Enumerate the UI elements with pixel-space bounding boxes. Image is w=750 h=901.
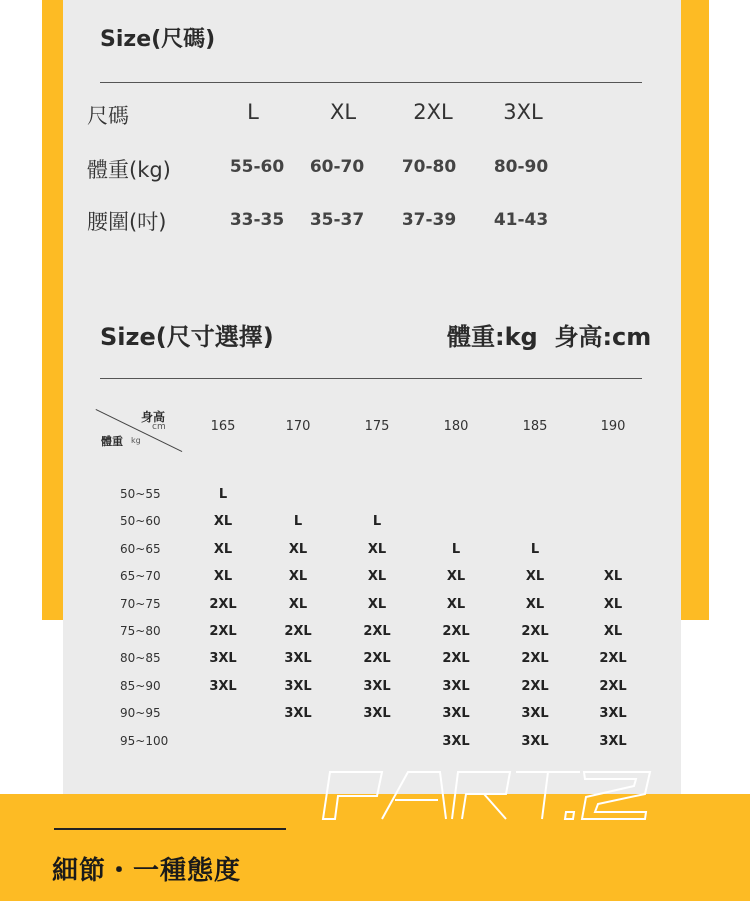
- size-cell: XL: [446, 569, 466, 584]
- size-header-xl: XL: [329, 100, 357, 124]
- waist-value: 33-35: [229, 210, 285, 230]
- size-cell: 2XL: [442, 651, 470, 666]
- size-cell: XL: [288, 569, 308, 584]
- weight-value: 80-90: [493, 157, 549, 177]
- size-cell: XL: [525, 569, 545, 584]
- size-chart-title: Size(尺寸選擇): [100, 323, 274, 351]
- size-cell: 2XL: [521, 624, 549, 639]
- size-cell: 3XL: [363, 706, 391, 721]
- weight-range-label: 95~100: [120, 734, 169, 748]
- size-cell: 3XL: [284, 679, 312, 694]
- size-cell: 2XL: [363, 651, 391, 666]
- size-header-2xl: 2XL: [413, 100, 453, 124]
- size-cell: XL: [367, 569, 387, 584]
- size-cell: 2XL: [209, 624, 237, 639]
- size-cell: XL: [603, 569, 623, 584]
- size-header-l: L: [247, 100, 259, 124]
- waist-value: 35-37: [309, 210, 365, 230]
- size-cell: 2XL: [521, 679, 549, 694]
- size-cell: L: [451, 542, 461, 557]
- height-header: 190: [600, 419, 626, 434]
- size-cell: L: [293, 514, 303, 529]
- size-cell: XL: [288, 542, 308, 557]
- size-cell: 2XL: [521, 651, 549, 666]
- size-cell: XL: [603, 597, 623, 612]
- weight-value: 60-70: [309, 157, 365, 177]
- corner-height-unit: cm: [152, 422, 166, 432]
- size-cell: 2XL: [599, 651, 627, 666]
- weight-range-label: 65~70: [120, 569, 161, 583]
- size-cell: 3XL: [442, 706, 470, 721]
- size-cell: 2XL: [442, 624, 470, 639]
- size-cell: 3XL: [599, 706, 627, 721]
- size-cell: 3XL: [284, 706, 312, 721]
- weight-range-label: 85~90: [120, 679, 161, 693]
- size-cell: XL: [213, 542, 233, 557]
- weight-row-label: 體重(kg): [87, 158, 171, 182]
- unit-note: 體重:kg 身高:cm: [447, 323, 652, 351]
- footer-rule: [54, 828, 286, 830]
- size-cell: 3XL: [521, 734, 549, 749]
- size-cell: XL: [603, 624, 623, 639]
- height-header: 165: [210, 419, 236, 434]
- corner-weight-unit: kg: [131, 436, 141, 445]
- chart-divider: [100, 378, 642, 379]
- size-cell: L: [530, 542, 540, 557]
- weight-range-label: 60~65: [120, 542, 161, 556]
- size-header-label: 尺碼: [87, 104, 129, 128]
- size-cell: XL: [213, 569, 233, 584]
- weight-range-label: 80~85: [120, 651, 161, 665]
- size-cell: 3XL: [209, 651, 237, 666]
- weight-range-label: 75~80: [120, 624, 161, 638]
- corner-weight-label: 體重: [101, 435, 123, 448]
- size-cell: XL: [288, 597, 308, 612]
- footer-slogan: 細節・一種態度: [52, 856, 242, 886]
- size-cell: 3XL: [209, 679, 237, 694]
- title-divider: [100, 82, 642, 83]
- height-header: 170: [285, 419, 311, 434]
- weight-range-label: 50~60: [120, 514, 161, 528]
- size-header-3xl: 3XL: [503, 100, 543, 124]
- size-cell: 3XL: [442, 734, 470, 749]
- weight-value: 55-60: [229, 157, 285, 177]
- size-cell: XL: [525, 597, 545, 612]
- size-cell: XL: [446, 597, 466, 612]
- size-cell: 2XL: [209, 597, 237, 612]
- size-cell: 3XL: [442, 679, 470, 694]
- size-cell: 3XL: [363, 679, 391, 694]
- corner-height-label: 身高: [141, 410, 166, 424]
- size-section-title: Size(尺碼): [100, 27, 216, 52]
- waist-row-label: 腰圍(吋): [87, 210, 167, 234]
- size-cell: 2XL: [284, 624, 312, 639]
- size-card: [63, 0, 681, 796]
- height-header: 185: [522, 419, 548, 434]
- weight-range-label: 50~55: [120, 487, 161, 501]
- weight-range-label: 90~95: [120, 706, 161, 720]
- height-header: 175: [364, 419, 390, 434]
- waist-value: 41-43: [493, 210, 549, 230]
- size-cell: L: [218, 487, 228, 502]
- height-header: 180: [443, 419, 469, 434]
- accent-bar-right: [681, 0, 709, 620]
- size-cell: 3XL: [599, 734, 627, 749]
- waist-value: 37-39: [401, 210, 457, 230]
- size-cell: 2XL: [599, 679, 627, 694]
- size-cell: 3XL: [521, 706, 549, 721]
- size-cell: 2XL: [363, 624, 391, 639]
- part-2-logo: [320, 764, 660, 824]
- size-cell: XL: [367, 597, 387, 612]
- size-cell: XL: [367, 542, 387, 557]
- size-cell: XL: [213, 514, 233, 529]
- size-cell: 3XL: [284, 651, 312, 666]
- weight-range-label: 70~75: [120, 597, 161, 611]
- weight-value: 70-80: [401, 157, 457, 177]
- size-cell: L: [372, 514, 382, 529]
